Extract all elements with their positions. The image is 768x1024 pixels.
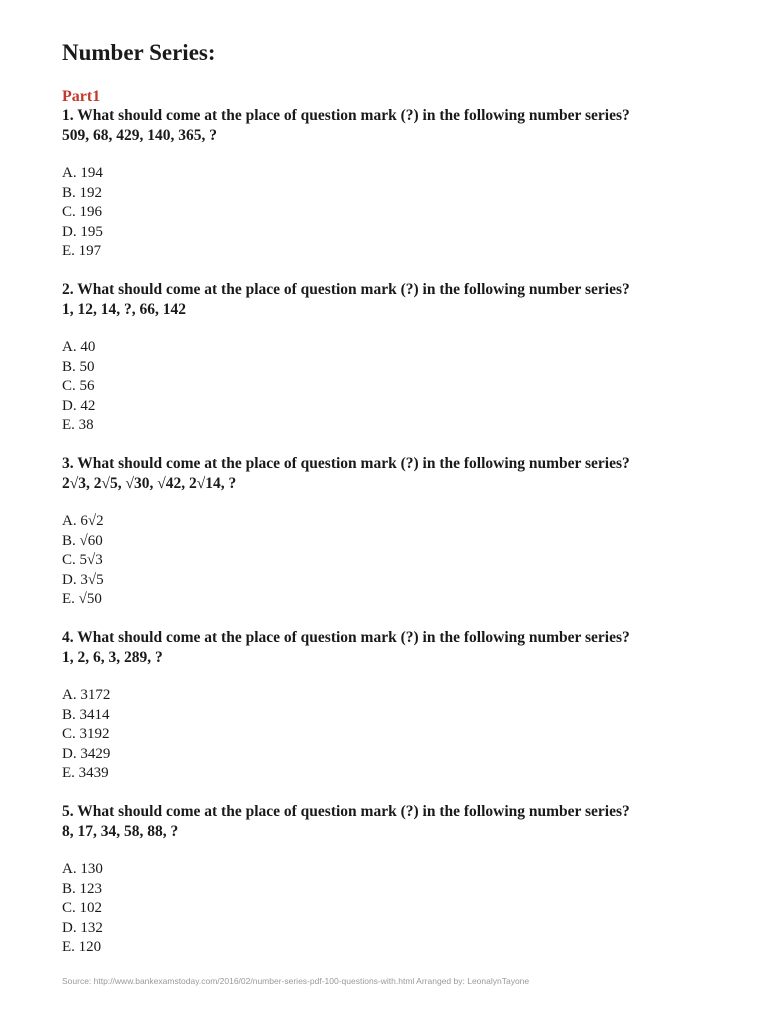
- question-text: 2. What should come at the place of question mark (?) in the following number series?: [62, 281, 630, 298]
- question-series: 509, 68, 429, 140, 365, ?: [62, 127, 217, 144]
- option-a: A. 130: [62, 861, 103, 877]
- option-b: B. 50: [62, 358, 95, 375]
- question-2: [62, 280, 722, 436]
- question-4: [62, 628, 722, 784]
- option-a: A. 3172: [62, 687, 111, 703]
- question-series: 1, 2, 6, 3, 289, ?: [62, 649, 163, 666]
- question-series: 1, 12, 14, ?, 66, 142: [62, 301, 186, 318]
- question-1: [62, 106, 722, 262]
- option-e: E. 197: [62, 243, 102, 260]
- part-label: Part1: [62, 88, 101, 105]
- options-list: [62, 860, 722, 958]
- option-d: D. 195: [62, 223, 103, 240]
- option-a: A. 194: [62, 165, 103, 181]
- option-a: A. 40: [62, 339, 96, 355]
- question-text: 4. What should come at the place of question mark (?) in the following number series?: [62, 629, 630, 646]
- question-series: 8, 17, 34, 58, 88, ?: [62, 823, 179, 840]
- option-d: D. 132: [62, 919, 103, 936]
- options-list: [62, 164, 722, 262]
- option-a: A. 6√2: [62, 513, 104, 529]
- options-list: [62, 686, 722, 784]
- option-d: D. 3429: [62, 745, 111, 762]
- option-b: B. 3414: [62, 706, 110, 723]
- question-5: [62, 802, 722, 958]
- option-b: B. √60: [62, 532, 103, 549]
- options-list: [62, 512, 722, 610]
- option-c: C. 196: [62, 204, 103, 221]
- option-e: E. 38: [62, 417, 94, 434]
- option-d: D. 42: [62, 397, 96, 414]
- question-3: [62, 454, 722, 610]
- option-e: E. 120: [62, 939, 102, 956]
- option-c: C. 3192: [62, 726, 110, 743]
- option-c: C. 56: [62, 378, 95, 395]
- question-text: 5. What should come at the place of question mark (?) in the following number series?: [62, 803, 630, 820]
- option-e: E. 3439: [62, 765, 109, 782]
- option-b: B. 192: [62, 184, 103, 201]
- question-series: 2√3, 2√5, √30, √42, 2√14, ?: [62, 475, 237, 492]
- option-c: C. 102: [62, 900, 103, 917]
- option-e: E. √50: [62, 591, 102, 608]
- option-d: D. 3√5: [62, 571, 104, 588]
- question-text: 3. What should come at the place of question mark (?) in the following number series?: [62, 455, 630, 472]
- options-list: [62, 338, 722, 436]
- source-footer: Source: http://www.bankexamstoday.com/2016/02/number-series-pdf-100-questions-with.html Arranged by: LeonalynTayone: [62, 976, 530, 986]
- option-c: C. 5√3: [62, 552, 103, 569]
- page-title: Number Series:: [62, 40, 216, 65]
- question-text: 1. What should come at the place of question mark (?) in the following number series?: [62, 107, 630, 124]
- option-b: B. 123: [62, 880, 103, 897]
